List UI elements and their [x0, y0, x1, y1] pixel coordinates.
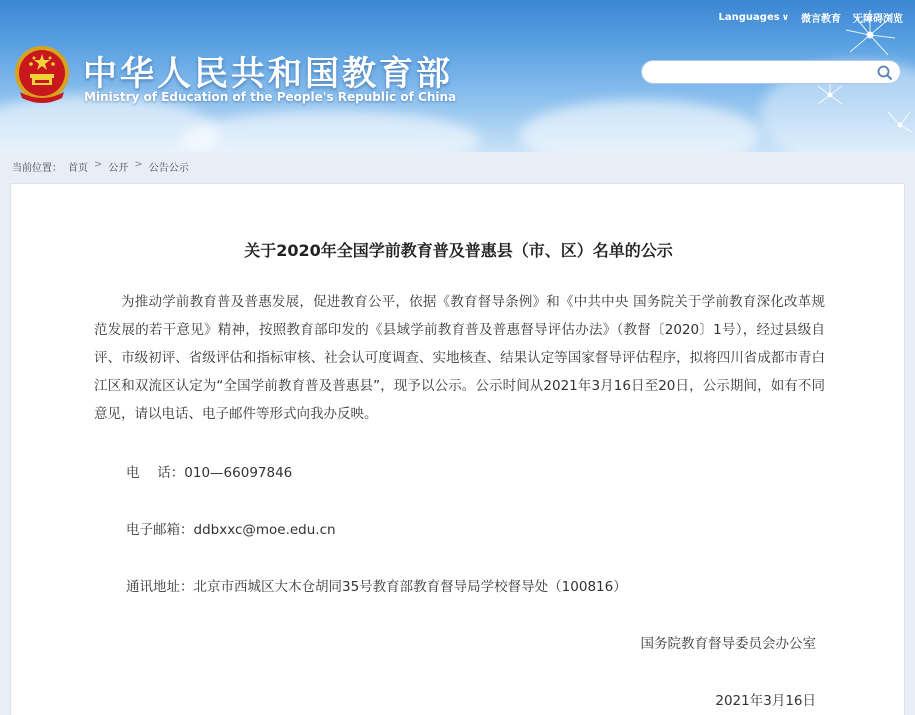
languages-link[interactable] — [719, 12, 789, 23]
search-input[interactable] — [652, 64, 872, 80]
site-title-en: Ministry of Education of the People's Republic of China — [84, 90, 457, 104]
breadcrumb-announcements[interactable]: 公告公示 — [148, 163, 189, 174]
contact-phone: 电 话：010—66097846 — [126, 465, 293, 481]
languages-label: Languages — [718, 12, 780, 23]
contact-address: 通讯地址：北京市西城区大木仓胡同35号教育部教育督导局学校督导处（100816） — [126, 579, 627, 595]
top-links-bar — [719, 10, 903, 25]
contact-email: 电子邮箱：ddbxxc@moe.edu.cn — [126, 522, 336, 538]
cloud-decoration — [520, 100, 760, 152]
article-paragraph: 为推动学前教育普及普惠发展，促进教育公平，依据《教育督导条例》和《中共中央 国务院关于学前教育深化改革规范发展的若干意见》精神，按照教育部印发的《县域学前教育普及普惠督导评估办法》（教督〔2020〕1号），经过县级自评、市级初评、省级评估和指标审核、社会认可度调查、实地核查、结果认定等国家督导评估程序，拟将四川省成都市青白江区和双流区认定为“全国学前教育普及普惠县”，现予以公示。公示时间从2021年3月16日至20日，公示期间，如有不同意见，请以电话、电子邮件等形式向我办反映。 — [94, 294, 825, 422]
cloud-decoration — [180, 110, 480, 152]
search-icon[interactable] — [876, 64, 894, 82]
breadcrumb-prefix: 当前位置： — [12, 163, 62, 174]
article-title: 关于2020年全国学前教育普及普惠县（市、区）名单的公示 — [244, 241, 673, 260]
breadcrumb — [12, 159, 189, 174]
issue-date: 2021年3月16日 — [715, 693, 816, 709]
accessibility-link[interactable]: 无障碍浏览 — [853, 14, 903, 25]
breadcrumb-public[interactable]: 公开 — [108, 163, 129, 174]
site-title-cn: 中华人民共和国教育部 — [83, 54, 453, 94]
search-box — [641, 60, 901, 84]
article-panel — [10, 183, 905, 715]
breadcrumb-separator: > — [134, 159, 143, 170]
weiyan-education-link[interactable]: 微言教育 — [801, 14, 841, 25]
national-emblem-icon — [12, 44, 72, 106]
breadcrumb-separator: > — [94, 159, 103, 170]
breadcrumb-home[interactable]: 首页 — [68, 163, 88, 174]
chevron-down-icon: ∨ — [781, 13, 789, 23]
issuer-signature: 国务院教育督导委员会办公室 — [640, 636, 816, 652]
site-header — [0, 0, 915, 152]
